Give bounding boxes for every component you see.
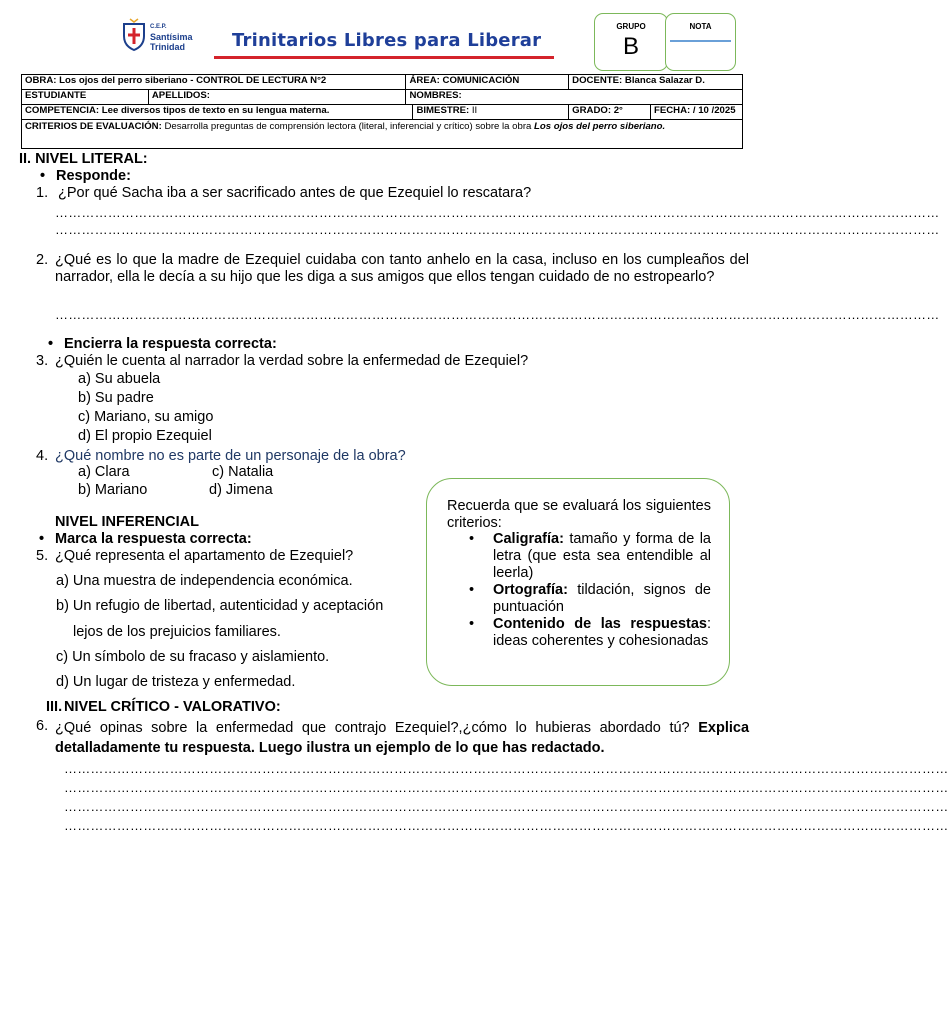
responde-heading: • Responde: [56, 168, 131, 185]
logo-line2: Trinidad [150, 42, 186, 52]
nota-underline [670, 40, 731, 42]
docente-cell: DOCENTE: Blanca Salazar D. [569, 75, 743, 90]
q6-number: 6. [36, 718, 49, 734]
answer-line-q6-b[interactable]: ………………………………………………………………………………………………………………………………………………………………………………… [64, 780, 948, 795]
info-table [21, 74, 743, 149]
section-inferencial-title: NIVEL INFERENCIAL [55, 514, 199, 530]
q3-option-d[interactable]: d) El propio Ezequiel [78, 428, 212, 444]
grado-cell: GRADO: 2° [569, 105, 651, 120]
q3-option-c[interactable]: c) Mariano, su amigo [78, 409, 214, 425]
bimestre-value: II [471, 105, 478, 116]
nota-box [665, 13, 736, 71]
criteria-label: Caligrafía: [493, 531, 564, 547]
criterios-label: CRITERIOS DE EVALUACIÓN: [25, 121, 162, 132]
question-2: ¿Qué es lo que la madre de Ezequiel cuidaba con tanto anhelo en la casa, incluso en los cumpleaños del narrador, ella le decía a su hijo que les diga a sus amigos que ellos tengan cuidado de no estropearlo? [55, 252, 749, 285]
answer-line-q6-c[interactable]: ………………………………………………………………………………………………………………………………………………………………………………… [64, 799, 948, 814]
answer-line-q6-a[interactable]: ………………………………………………………………………………………………………………………………………………………………………………… [64, 761, 948, 776]
answer-line-q1-a[interactable]: ………………………………………………………………………………………………………………………………………………………………………………… [55, 205, 940, 220]
school-logo [120, 12, 210, 58]
answer-line-q6-d[interactable]: ………………………………………………………………………………………………………………………………………………………………………………… [64, 818, 948, 833]
fecha-cell: FECHA: / 10 /2025 [650, 105, 742, 120]
apellidos-cell[interactable]: APELLIDOS: [148, 90, 406, 105]
q4-option-a[interactable]: a) Clara [78, 464, 130, 480]
criteria-item-ortografia [493, 582, 711, 616]
obra-cell: OBRA: Los ojos del perro siberiano - CONTROL DE LECTURA N°2 [22, 75, 406, 90]
estudiante-cell: ESTUDIANTE [22, 90, 149, 105]
competencia-cell: COMPETENCIA: Lee diversos tipos de texto en su lengua materna. [22, 105, 413, 120]
question-6-text: ¿Qué opinas sobre la enfermedad que contrajo Ezequiel?,¿cómo lo hubieras abordado tú? [55, 720, 690, 736]
question-3: ¿Quién le cuenta al narrador la verdad sobre la enfermedad de Ezequiel? [55, 353, 529, 369]
callout-intro: Recuerda que se evaluará los siguientes criterios: [447, 498, 711, 531]
section-critico-title: NIVEL CRÍTICO - VALORATIVO: [64, 699, 281, 715]
q4-number: 4. [36, 448, 49, 464]
q5-option-c[interactable]: c) Un símbolo de su fracaso y aislamiento. [56, 649, 330, 665]
section-literal-title: II. NIVEL LITERAL: [19, 151, 148, 167]
question-6-instruction: Explica detalladamente tu respuesta. Luego ilustra un ejemplo de lo que has redactado. [55, 720, 750, 756]
nombres-cell[interactable]: NOMBRES: [406, 90, 743, 105]
q2-number: 2. [36, 252, 49, 268]
motto-banner: Trinitarios Libres para Liberar [232, 30, 542, 51]
criterios-text: Desarrolla preguntas de comprensión lectora (literal, inferencial y crítico) sobre la obra [164, 121, 532, 132]
grupo-label: GRUPO [616, 22, 646, 31]
criterios-obra: Los ojos del perro siberiano. [534, 121, 666, 132]
q3-option-b[interactable]: b) Su padre [78, 390, 154, 406]
logo-line1: Santísima [150, 32, 193, 42]
q4-option-d[interactable]: d) Jimena [209, 482, 273, 498]
criteria-label: Ortografía: [493, 582, 568, 598]
criteria-item-caligrafia [493, 531, 711, 582]
q5-option-b-cont[interactable]: lejos de los prejuicios familiares. [73, 624, 281, 640]
criteria-label: Contenido de las respuestas [493, 616, 707, 632]
bimestre-cell [413, 105, 569, 120]
q5-number: 5. [36, 548, 49, 564]
section-critico-number: III. [46, 699, 63, 715]
q5-option-d[interactable]: d) Un lugar de tristeza y enfermedad. [56, 674, 296, 690]
area-cell: ÁREA: COMUNICACIÓN [406, 75, 569, 90]
banner-underline [214, 56, 554, 59]
marca-heading: • Marca la respuesta correcta: [55, 531, 252, 548]
grupo-value: B [622, 33, 639, 60]
q4-option-c[interactable]: c) Natalia [212, 464, 274, 480]
question-5: ¿Qué representa el apartamento de Ezequiel? [55, 548, 354, 564]
bimestre-label: BIMESTRE: [416, 105, 470, 116]
criteria-text: tildación, signos de puntuación [493, 582, 711, 615]
criteria-text: tamaño y forma de la letra (que esta sea entendible al leerla) [493, 531, 711, 581]
q3-number: 3. [36, 353, 49, 369]
q1-number: 1. [36, 185, 49, 201]
criteria-item-contenido [493, 616, 711, 650]
answer-line-q2[interactable]: ………………………………………………………………………………………………………………………………………………………………………………… [55, 307, 940, 322]
logo-cep: C.E.P. [150, 24, 167, 30]
question-1: ¿Por qué Sacha iba a ser sacrificado antes de que Ezequiel lo rescatara? [58, 185, 532, 201]
question-6 [55, 718, 749, 758]
grupo-box [594, 13, 668, 71]
nota-label: NOTA [689, 22, 712, 31]
criterios-cell [22, 120, 743, 149]
criteria-text: : ideas coherentes y cohesionadas [493, 616, 711, 649]
q4-option-b[interactable]: b) Mariano [78, 482, 148, 498]
encierra-heading: • Encierra la respuesta correcta: [64, 336, 277, 353]
answer-line-q1-b[interactable]: ………………………………………………………………………………………………………………………………………………………………………………… [55, 222, 940, 237]
q3-option-a[interactable]: a) Su abuela [78, 371, 161, 387]
criteria-list [447, 531, 711, 650]
q5-option-a[interactable]: a) Una muestra de independencia económica. [56, 573, 353, 589]
criteria-callout [426, 478, 730, 686]
school-shield-icon [120, 18, 148, 52]
q5-option-b[interactable]: b) Un refugio de libertad, autenticidad y aceptación [56, 598, 384, 614]
question-4: ¿Qué nombre no es parte de un personaje de la obra? [55, 448, 406, 464]
